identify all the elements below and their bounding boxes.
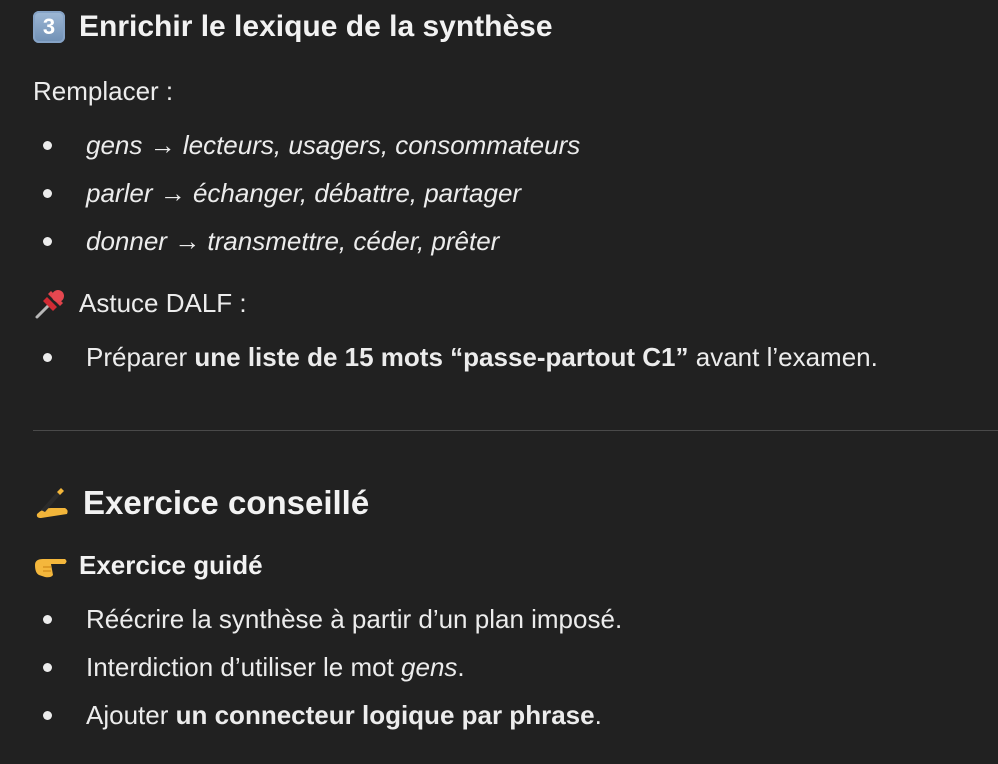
tip-label: Astuce DALF : — [79, 287, 247, 318]
bullet-icon — [43, 615, 52, 624]
list-item-text: Interdiction d’utiliser le mot gens. — [86, 652, 465, 682]
list-item-text: Préparer une liste de 15 mots “passe-partout C1” avant l’examen. — [86, 342, 878, 372]
replace-intro: Remplacer : — [33, 76, 174, 106]
list-item-text: Ajouter un connecteur logique par phrase. — [86, 700, 602, 730]
section-divider — [33, 430, 998, 431]
list-item — [43, 226, 499, 257]
pushpin-icon — [33, 285, 69, 321]
section-heading — [33, 10, 553, 44]
list-item — [43, 342, 878, 373]
bullet-icon — [43, 141, 52, 150]
keycap-number-icon: 3 — [33, 11, 65, 43]
pointing-hand-icon — [33, 551, 69, 581]
writing-hand-icon — [33, 484, 71, 522]
list-item-text: gens → lecteurs, usagers, consommateurs — [86, 130, 581, 160]
list-item — [43, 178, 521, 209]
bullet-icon — [43, 711, 52, 720]
bullet-icon — [43, 353, 52, 362]
exercise-subtitle: Exercice guidé — [79, 550, 263, 580]
tip-label-line — [33, 285, 247, 321]
list-item-text: Réécrire la synthèse à partir d’un plan imposé. — [86, 604, 623, 634]
list-item-text: parler → échanger, débattre, partager — [86, 178, 522, 208]
list-item — [43, 604, 622, 635]
list-item — [43, 130, 580, 161]
bullet-icon — [43, 663, 52, 672]
list-item — [43, 700, 602, 731]
bullet-icon — [43, 189, 52, 198]
exercise-heading — [33, 484, 369, 522]
section-title: Enrichir le lexique de la synthèse — [79, 10, 553, 43]
exercise-title: Exercice conseillé — [83, 484, 370, 521]
list-item-text: donner → transmettre, céder, prêter — [86, 226, 500, 256]
exercise-subheading — [33, 550, 263, 581]
bullet-icon — [43, 237, 52, 246]
list-item — [43, 652, 465, 683]
